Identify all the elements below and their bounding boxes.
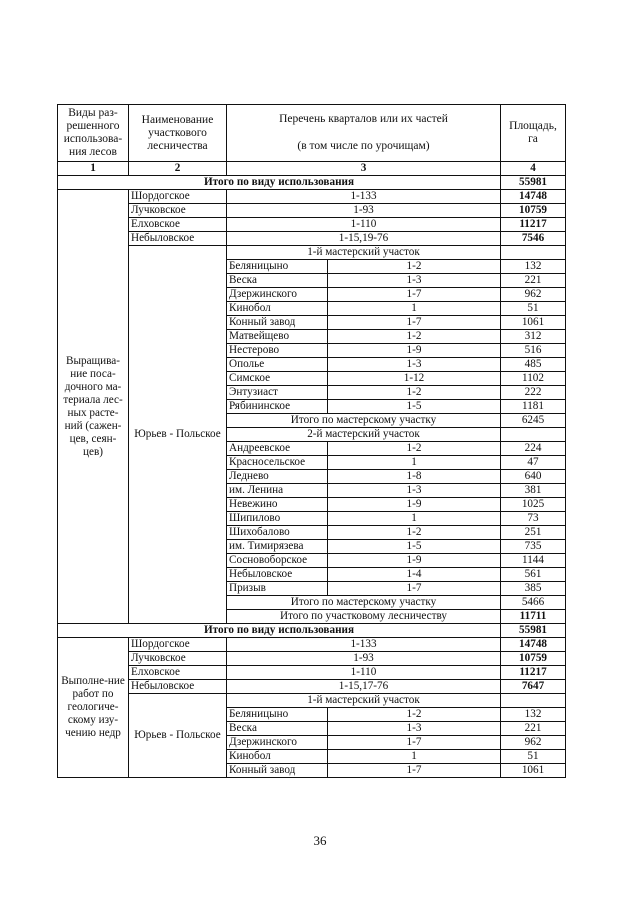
forestry-name: Небыловское (129, 232, 227, 246)
tract-name: Беляницыно (227, 260, 328, 274)
forestry-quarters: 1-133 (227, 190, 501, 204)
tract-area: 516 (501, 344, 566, 358)
tract-quarters: 1-7 (328, 582, 501, 596)
tract-area: 312 (501, 330, 566, 344)
master-total-label: Итого по мастерскому участку (227, 596, 501, 610)
tract-quarters: 1-9 (328, 554, 501, 568)
tract-name: Матвейщево (227, 330, 328, 344)
tract-quarters: 1-2 (328, 330, 501, 344)
tract-area: 962 (501, 736, 566, 750)
tract-name: Нестерово (227, 344, 328, 358)
tract-quarters: 1-5 (328, 400, 501, 414)
total-row (58, 176, 566, 190)
tract-name: Дзержинского (227, 288, 328, 302)
forestry-area: 10759 (501, 204, 566, 218)
forestry-row (58, 638, 566, 652)
tract-quarters: 1-3 (328, 274, 501, 288)
tract-area: 1061 (501, 764, 566, 778)
tract-area: 221 (501, 722, 566, 736)
tract-quarters: 1-5 (328, 540, 501, 554)
tract-area: 1102 (501, 372, 566, 386)
tract-area: 132 (501, 260, 566, 274)
forestry-name: Лучковское (129, 652, 227, 666)
forestry-quarters: 1-133 (227, 638, 501, 652)
forestry-quarters: 1-110 (227, 218, 501, 232)
forestry-area: 7647 (501, 680, 566, 694)
tract-quarters: 1 (328, 302, 501, 316)
forestry-quarters: 1-15,17-76 (227, 680, 501, 694)
tract-name: Конный завод (227, 316, 328, 330)
tract-area: 640 (501, 470, 566, 484)
tract-name: Кинобол (227, 750, 328, 764)
master-section-title: 1-й мастерский участок (227, 694, 501, 708)
master-total-value: 6245 (501, 414, 566, 428)
tract-area: 73 (501, 512, 566, 526)
tract-name: Ополье (227, 358, 328, 372)
tract-name: им. Ленина (227, 484, 328, 498)
tract-name: Веска (227, 274, 328, 288)
tract-name: Леднево (227, 470, 328, 484)
tract-quarters: 1-2 (328, 526, 501, 540)
empty-cell (501, 246, 566, 260)
tract-name: Андреевское (227, 442, 328, 456)
total-row (58, 624, 566, 638)
forestry-area: 7546 (501, 232, 566, 246)
master-section-title: 2-й мастерский участок (227, 428, 501, 442)
header-quarters (227, 105, 501, 162)
tract-area: 224 (501, 442, 566, 456)
tract-name: Красносельское (227, 456, 328, 470)
column-number: 2 (129, 162, 227, 176)
tract-quarters: 1-9 (328, 344, 501, 358)
forestry-name: Шордогское (129, 190, 227, 204)
forestry-area: 14748 (501, 190, 566, 204)
tract-area: 51 (501, 750, 566, 764)
column-number-row (58, 162, 566, 176)
tract-area: 251 (501, 526, 566, 540)
master-total-label: Итого по мастерскому участку (227, 414, 501, 428)
tract-area: 385 (501, 582, 566, 596)
tract-name: Шипилово (227, 512, 328, 526)
tract-quarters: 1-8 (328, 470, 501, 484)
forestry-name: Небыловское (129, 680, 227, 694)
tract-area: 1061 (501, 316, 566, 330)
tract-quarters: 1 (328, 750, 501, 764)
tract-name: Шихобалово (227, 526, 328, 540)
tract-area: 485 (501, 358, 566, 372)
tract-area: 51 (501, 302, 566, 316)
tract-quarters: 1-3 (328, 484, 501, 498)
tract-name: Симское (227, 372, 328, 386)
tract-quarters: 1-2 (328, 442, 501, 456)
tract-quarters: 1-7 (328, 764, 501, 778)
tract-area: 1144 (501, 554, 566, 568)
header-quarters-line1: Перечень кварталов или их частей (279, 113, 448, 125)
tract-quarters: 1-2 (328, 260, 501, 274)
forestry-total-value: 11711 (501, 610, 566, 624)
tract-quarters: 1-3 (328, 358, 501, 372)
forestry-quarters: 1-93 (227, 204, 501, 218)
tract-area: 132 (501, 708, 566, 722)
forestry-name: Шордогское (129, 638, 227, 652)
tract-quarters: 1-7 (328, 288, 501, 302)
tract-quarters: 1 (328, 512, 501, 526)
total-label: Итого по виду использования (58, 624, 501, 638)
forestry-row (58, 680, 566, 694)
forestry-row (58, 204, 566, 218)
header-quarters-line2: (в том числе по урочищам) (297, 140, 430, 152)
use-category: Выполне-ние работ по геологиче-скому изу-чению недр (58, 638, 129, 778)
forestry-quarters: 1-110 (227, 666, 501, 680)
tract-quarters: 1 (328, 456, 501, 470)
tract-name: Невежино (227, 498, 328, 512)
tract-area: 962 (501, 288, 566, 302)
forestry-name: Елховское (129, 218, 227, 232)
tract-quarters: 1-4 (328, 568, 501, 582)
yuryev-forestry: Юрьев - Польское (129, 694, 227, 778)
tract-name: Энтузиаст (227, 386, 328, 400)
tract-area: 221 (501, 274, 566, 288)
tract-quarters: 1-7 (328, 736, 501, 750)
header-row (58, 105, 566, 162)
forestry-row (58, 652, 566, 666)
forestry-name: Елховское (129, 666, 227, 680)
forestry-row (58, 232, 566, 246)
forestry-row (58, 190, 566, 204)
yuryev-forestry: Юрьев - Польское (129, 246, 227, 624)
tract-area: 561 (501, 568, 566, 582)
forestry-area: 11217 (501, 218, 566, 232)
tract-name: Беляницыно (227, 708, 328, 722)
column-number: 4 (501, 162, 566, 176)
tract-quarters: 1-7 (328, 316, 501, 330)
forestry-area: 14748 (501, 638, 566, 652)
tract-area: 1181 (501, 400, 566, 414)
empty-cell (501, 428, 566, 442)
page-number: 36 (313, 833, 327, 848)
forestry-quarters: 1-93 (227, 652, 501, 666)
forestry-row (58, 666, 566, 680)
tract-quarters: 1-2 (328, 708, 501, 722)
master-section-header (58, 246, 566, 260)
forest-use-table (57, 104, 566, 778)
column-number: 3 (227, 162, 501, 176)
column-number: 1 (58, 162, 129, 176)
tract-name: Конный завод (227, 764, 328, 778)
tract-name: Сосновоборское (227, 554, 328, 568)
tract-quarters: 1-9 (328, 498, 501, 512)
tract-name: им. Тимирязева (227, 540, 328, 554)
header-forestry: Наименование участкового лесничества (129, 105, 227, 162)
forestry-total-label: Итого по участковому лесничеству (227, 610, 501, 624)
tract-area: 222 (501, 386, 566, 400)
tract-area: 735 (501, 540, 566, 554)
master-section-title: 1-й мастерский участок (227, 246, 501, 260)
tract-name: Дзержинского (227, 736, 328, 750)
tract-area: 381 (501, 484, 566, 498)
forestry-area: 11217 (501, 666, 566, 680)
tract-quarters: 1-12 (328, 372, 501, 386)
tract-name: Небыловское (227, 568, 328, 582)
tract-name: Рябининское (227, 400, 328, 414)
tract-area: 47 (501, 456, 566, 470)
tract-area: 1025 (501, 498, 566, 512)
tract-quarters: 1-2 (328, 386, 501, 400)
header-area: Площадь, га (501, 105, 566, 162)
tract-quarters: 1-3 (328, 722, 501, 736)
total-label: Итого по виду использования (58, 176, 501, 190)
master-section-header (58, 694, 566, 708)
total-value: 55981 (501, 624, 566, 638)
tract-name: Веска (227, 722, 328, 736)
master-total-value: 5466 (501, 596, 566, 610)
empty-cell (501, 694, 566, 708)
forestry-name: Лучковское (129, 204, 227, 218)
forestry-area: 10759 (501, 652, 566, 666)
total-value: 55981 (501, 176, 566, 190)
tract-name: Призыв (227, 582, 328, 596)
use-category: Выращива-ние поса-дочного ма-териала лес-ных расте-ний (сажен-цев, сеян-цев) (58, 190, 129, 624)
header-use-type: Виды раз-решенного использова-ния лесов (58, 105, 129, 162)
tract-name: Кинобол (227, 302, 328, 316)
forestry-row (58, 218, 566, 232)
forestry-quarters: 1-15,19-76 (227, 232, 501, 246)
